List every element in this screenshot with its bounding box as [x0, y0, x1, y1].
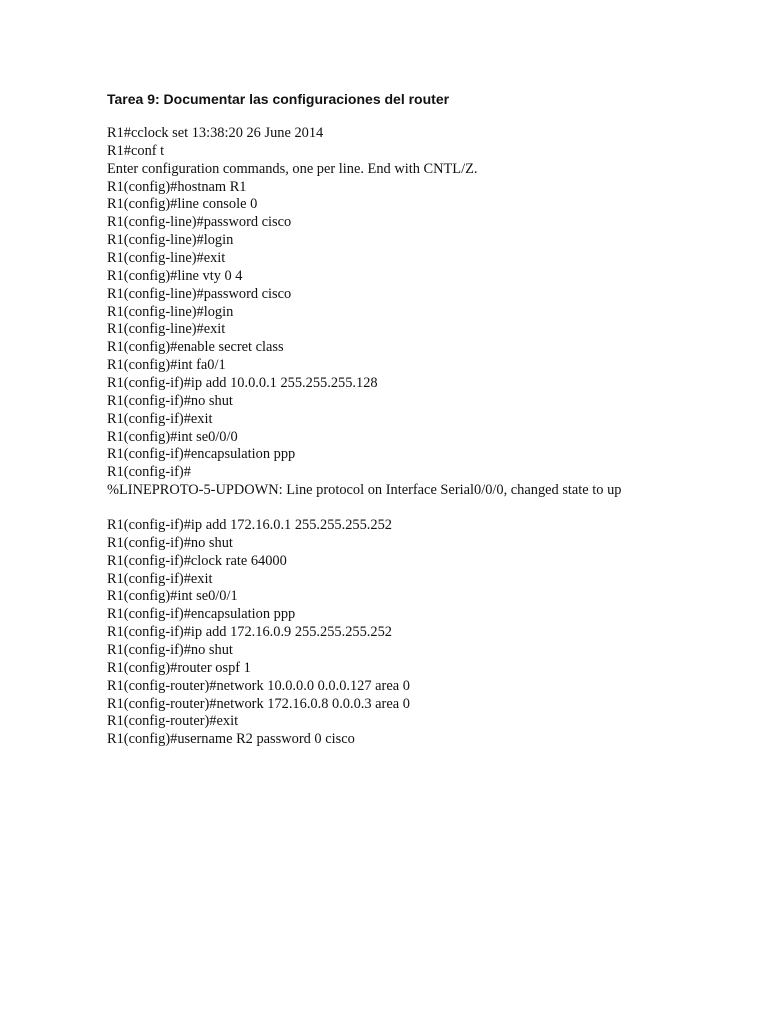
config-line: R1(config-router)#exit — [107, 713, 239, 730]
config-line: R1(config-if)#encapsulation ppp — [107, 606, 296, 623]
config-line: R1(config)#router ospf 1 — [107, 659, 251, 676]
config-line: R1(config-line)#exit — [107, 250, 226, 267]
config-line: R1(config-if)#ip add 172.16.0.9 255.255.255.252 — [107, 624, 392, 641]
config-line: R1(config-if)#clock rate 64000 — [107, 552, 287, 569]
config-line: R1#cclock set 13:38:20 26 June 2014 — [107, 125, 324, 141]
config-line: R1(config)#int se0/0/1 — [107, 588, 238, 605]
config-line: R1(config)#enable secret class — [107, 339, 284, 356]
config-line: R1(config-line)#password cisco — [107, 214, 292, 231]
config-line: R1(config-if)#encapsulation ppp — [107, 446, 296, 463]
config-line: R1(config-if)#no shut — [107, 534, 233, 551]
config-line: R1(config-if)#ip add 10.0.0.1 255.255.255.128 — [107, 375, 378, 392]
config-line: R1(config)#int fa0/1 — [107, 357, 226, 374]
config-line: %LINEPROTO-5-UPDOWN: Line protocol on Interface Serial0/0/0, changed state to up — [107, 482, 622, 499]
config-line: R1(config)#line vty 0 4 — [107, 267, 243, 284]
config-line: R1(config-line)#password cisco — [107, 285, 292, 302]
config-line: R1(config-router)#network 172.16.0.8 0.0.0.3 area 0 — [107, 695, 410, 712]
config-line: R1(config-if)#no shut — [107, 392, 233, 409]
config-line: R1(config-if)# — [107, 464, 191, 481]
config-line: R1(config-if)#ip add 172.16.0.1 255.255.255.252 — [107, 517, 392, 533]
document-title: Tarea 9: Documentar las configuraciones del router — [107, 91, 450, 107]
config-line: R1(config)#username R2 password 0 cisco — [107, 731, 355, 748]
config-block-2 — [107, 517, 410, 749]
config-line: R1#conf t — [107, 142, 165, 159]
config-line: R1(config-line)#login — [107, 303, 234, 320]
config-line: R1(config-line)#login — [107, 232, 234, 249]
config-line: R1(config)#hostnam R1 — [107, 178, 247, 195]
config-line: R1(config-if)#exit — [107, 410, 213, 427]
config-line: R1(config-if)#exit — [107, 570, 213, 587]
config-line: Enter configuration commands, one per line. End with CNTL/Z. — [107, 160, 478, 177]
config-line: R1(config)#int se0/0/0 — [107, 428, 238, 445]
config-line: R1(config-line)#exit — [107, 321, 226, 338]
config-line: R1(config-router)#network 10.0.0.0 0.0.0.127 area 0 — [107, 677, 410, 694]
config-block-1 — [107, 125, 621, 500]
config-line: R1(config)#line console 0 — [107, 196, 258, 213]
config-line: R1(config-if)#no shut — [107, 642, 233, 659]
